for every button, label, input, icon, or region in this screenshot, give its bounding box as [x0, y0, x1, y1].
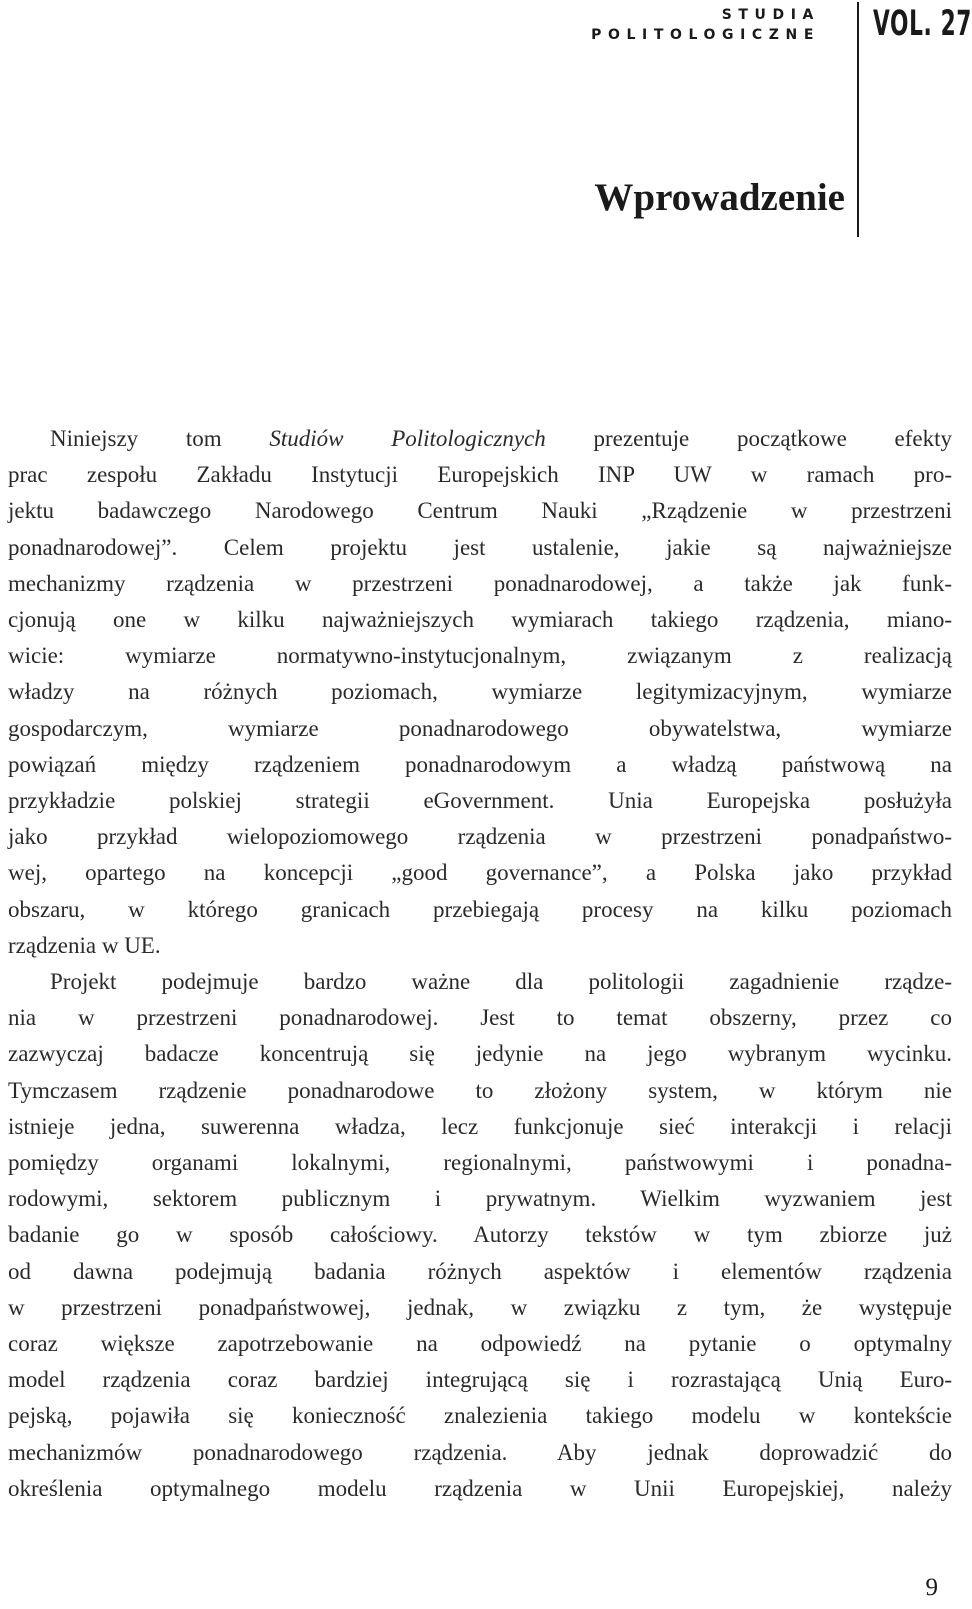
text-line: wej, opartego na koncepcji „good governance”, a Polska jako przykład [8, 860, 952, 886]
text-line: istnieje jedna, suwerenna władza, lecz funkcjonuje sieć interakcji i relacji [8, 1113, 952, 1139]
text-line: przykładzie polskiej strategii eGovernment. Unia Europejska posłużyła [8, 788, 952, 814]
volume-label: VOL. 27 [873, 4, 972, 44]
text-line: pejską, pojawiła się konieczność znalezienia takiego modelu w kontekście [8, 1403, 952, 1429]
journal-name-line1: STUDIA [721, 7, 820, 23]
text-line: od dawna podejmują badania różnych aspektów i elementów rządzenia [8, 1258, 952, 1284]
text-line [8, 421, 952, 457]
text-line: mechanizmów ponadnarodowego rządzenia. Aby jednak doprowadzić do [8, 1439, 952, 1465]
text-line: rodowymi, sektorem publicznym i prywatnym. Wielkim wyzwaniem jest [8, 1186, 952, 1212]
text-line: Projekt podejmuje bardzo ważne dla politologii zagadnienie rządze- [50, 969, 952, 995]
paragraph-1 [8, 421, 952, 964]
text-line: rządzenia w UE. [8, 932, 161, 958]
text-line: jako przykład wielopoziomowego rządzenia w przestrzeni ponadpaństwo- [8, 824, 952, 850]
text-line: prac zespołu Zakładu Instytucji Europejskich INP UW w ramach pro- [8, 462, 952, 488]
text-line: wicie: wymiarze normatywno-instytucjonalnym, związanym z realizacją [8, 643, 952, 669]
text-line: cjonują one w kilku najważniejszych wymiarach takiego rządzenia, miano- [8, 607, 952, 633]
text-segment: prezentuje początkowe efekty [545, 426, 952, 451]
journal-name-line2: POLITOLOGICZNE [591, 27, 820, 43]
journal-title-italic: Studiów Politologicznych [269, 426, 546, 451]
text-line: gospodarczym, wymiarze ponadnarodowego obywatelstwa, wymiarze [8, 715, 952, 741]
text-line: w przestrzeni ponadpaństwowej, jednak, w związku z tym, że występuje [8, 1294, 952, 1320]
text-line: model rządzenia coraz bardziej integrującą się i rozrastającą Unią Euro- [8, 1367, 952, 1393]
text-line: ponadnarodowej”. Celem projektu jest ustalenie, jakie są najważniejsze [8, 534, 952, 560]
page-number: 9 [925, 1574, 938, 1601]
paragraph-2 [8, 964, 952, 1507]
text-line: powiązań między rządzeniem ponadnarodowym a władzą państwową na [8, 751, 952, 777]
text-line: pomiędzy organami lokalnymi, regionalnymi, państwowymi i ponadna- [8, 1150, 952, 1176]
text-line: nia w przestrzeni ponadnarodowej. Jest to temat obszerny, przez co [8, 1005, 952, 1031]
text-line: jektu badawczego Narodowego Centrum Nauki „Rządzenie w przestrzeni [8, 498, 952, 524]
text-line: mechanizmy rządzenia w przestrzeni ponadnarodowej, a także jak funk- [8, 570, 952, 596]
text-line: coraz większe zapotrzebowanie na odpowiedź na pytanie o optymalny [8, 1331, 952, 1357]
text-line: określenia optymalnego modelu rządzenia w Unii Europejskiej, należy [8, 1475, 952, 1501]
text-segment: Niniejszy tom [50, 426, 270, 451]
page-title: Wprowadzenie [594, 176, 845, 219]
text-line: zazwyczaj badacze koncentrują się jedynie na jego wybranym wycinku. [8, 1041, 952, 1067]
text-line: obszaru, w którego granicach przebiegają procesy na kilku poziomach [8, 896, 952, 922]
body-text [8, 421, 952, 1507]
text-line: Tymczasem rządzenie ponadnarodowe to złożony system, w którym nie [8, 1077, 952, 1103]
text-line: badanie go w sposób całościowy. Autorzy tekstów w tym zbiorze już [8, 1222, 952, 1248]
text-line: władzy na różnych poziomach, wymiarze legitymizacyjnym, wymiarze [8, 679, 952, 705]
header-divider [857, 2, 859, 237]
